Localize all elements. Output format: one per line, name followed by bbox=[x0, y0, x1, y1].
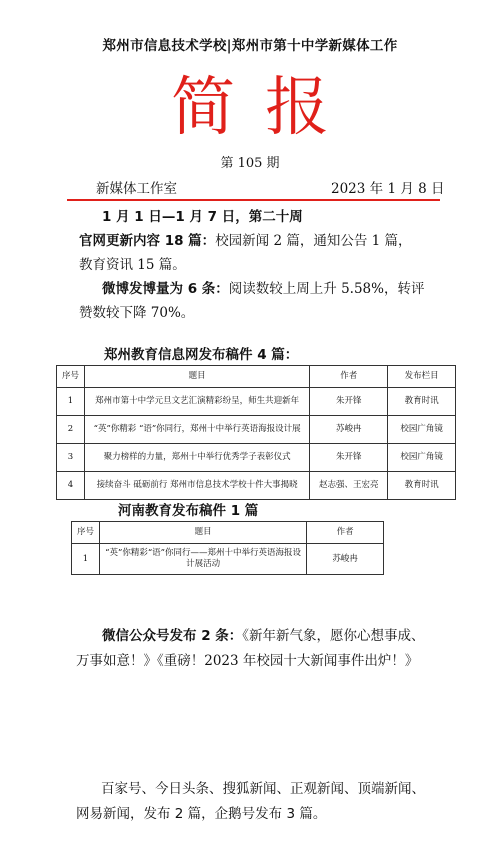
header-title-line: 郑州市信息技术学校|郑州市第十中学新媒体工作 bbox=[102, 38, 398, 54]
table-cell: “英”你精彩“语”你同行——郑州十中举行英语海报设计展活动 bbox=[99, 544, 306, 575]
wechat-text-1: 《新年新气象，愿你心想事成、 bbox=[242, 628, 425, 644]
weibo-label: 微博发博量为 6 条： bbox=[102, 281, 229, 297]
table-cell: 3 bbox=[57, 444, 85, 472]
period-line: 1 月 1 日—1 月 7 日，第二十周 bbox=[102, 209, 303, 225]
weibo-paragraph bbox=[102, 277, 424, 301]
website-text-1: 校园新闻 2 篇，通知公告 1 篇， bbox=[215, 233, 412, 249]
wechat-paragraph bbox=[102, 624, 425, 648]
table-cell: 4 bbox=[57, 472, 85, 500]
column-header: 题目 bbox=[99, 522, 306, 544]
table-cell: 苏峻冉 bbox=[310, 416, 388, 444]
platforms-line-2: 网易新闻，发布 2 篇，企鹅号发布 3 篇。 bbox=[76, 806, 327, 822]
weibo-text-1: 阅读数较上周上升 5.58%，转评 bbox=[228, 281, 425, 297]
table-row bbox=[57, 444, 456, 472]
issue-date: 2023 年 1 月 8 日 bbox=[331, 181, 445, 197]
table-cell: 2 bbox=[57, 416, 85, 444]
table-row bbox=[57, 388, 456, 416]
website-paragraph bbox=[79, 229, 412, 253]
zz-edu-table bbox=[56, 365, 456, 500]
column-header: 序号 bbox=[57, 366, 85, 388]
table-cell: 教育时讯 bbox=[388, 388, 456, 416]
table-cell: 校园广角镜 bbox=[388, 444, 456, 472]
wechat-label: 微信公众号发布 2 条： bbox=[102, 628, 243, 644]
table-cell: 教育时讯 bbox=[388, 472, 456, 500]
table-cell: 郑州市第十中学元旦文艺汇演精彩纷呈，师生共迎新年 bbox=[84, 388, 309, 416]
column-header: 题目 bbox=[84, 366, 309, 388]
zz-edu-heading: 郑州教育信息网发布稿件 4 篇： bbox=[104, 347, 299, 363]
table-row bbox=[57, 416, 456, 444]
table-row bbox=[72, 544, 384, 575]
brief-title: 简报 bbox=[171, 71, 359, 145]
website-text-2: 教育资讯 15 篇。 bbox=[79, 257, 186, 273]
issue-number: 第 105 期 bbox=[220, 156, 280, 171]
table-header-row bbox=[72, 522, 384, 544]
wechat-text-2: 万事如意！》《重磅！2023 年校园十大新闻事件出炉！》 bbox=[76, 653, 419, 669]
hn-edu-table bbox=[71, 521, 384, 575]
table-row bbox=[57, 472, 456, 500]
column-header: 作者 bbox=[310, 366, 388, 388]
table-cell: 1 bbox=[72, 544, 100, 575]
column-header: 发布栏目 bbox=[388, 366, 456, 388]
table-cell: 朱开锋 bbox=[310, 388, 388, 416]
hn-edu-heading: 河南教育发布稿件 1 篇 bbox=[118, 503, 259, 519]
table-header-row bbox=[57, 366, 456, 388]
column-header: 序号 bbox=[72, 522, 100, 544]
column-header: 作者 bbox=[307, 522, 384, 544]
table-cell: “英”你精彩 “语”你同行，郑州十中举行英语海报设计展 bbox=[84, 416, 309, 444]
table-cell: 朱开锋 bbox=[310, 444, 388, 472]
office-name: 新媒体工作室 bbox=[96, 181, 177, 197]
weibo-text-2: 赞数较下降 70%。 bbox=[79, 305, 195, 321]
table-cell: 接续奋斗 砥砺前行 郑州市信息技术学校十件大事揭晓 bbox=[84, 472, 309, 500]
table-cell: 校园广角镜 bbox=[388, 416, 456, 444]
platforms-line-1: 百家号、今日头条、搜狐新闻、正观新闻、顶端新闻、 bbox=[101, 781, 425, 797]
red-divider bbox=[67, 199, 440, 201]
website-label: 官网更新内容 18 篇： bbox=[79, 233, 216, 249]
table-cell: 苏峻冉 bbox=[307, 544, 384, 575]
table-cell: 聚力榜样的力量，郑州十中举行优秀学子表彰仪式 bbox=[84, 444, 309, 472]
table-cell: 赵志强、王宏亮 bbox=[310, 472, 388, 500]
table-cell: 1 bbox=[57, 388, 85, 416]
